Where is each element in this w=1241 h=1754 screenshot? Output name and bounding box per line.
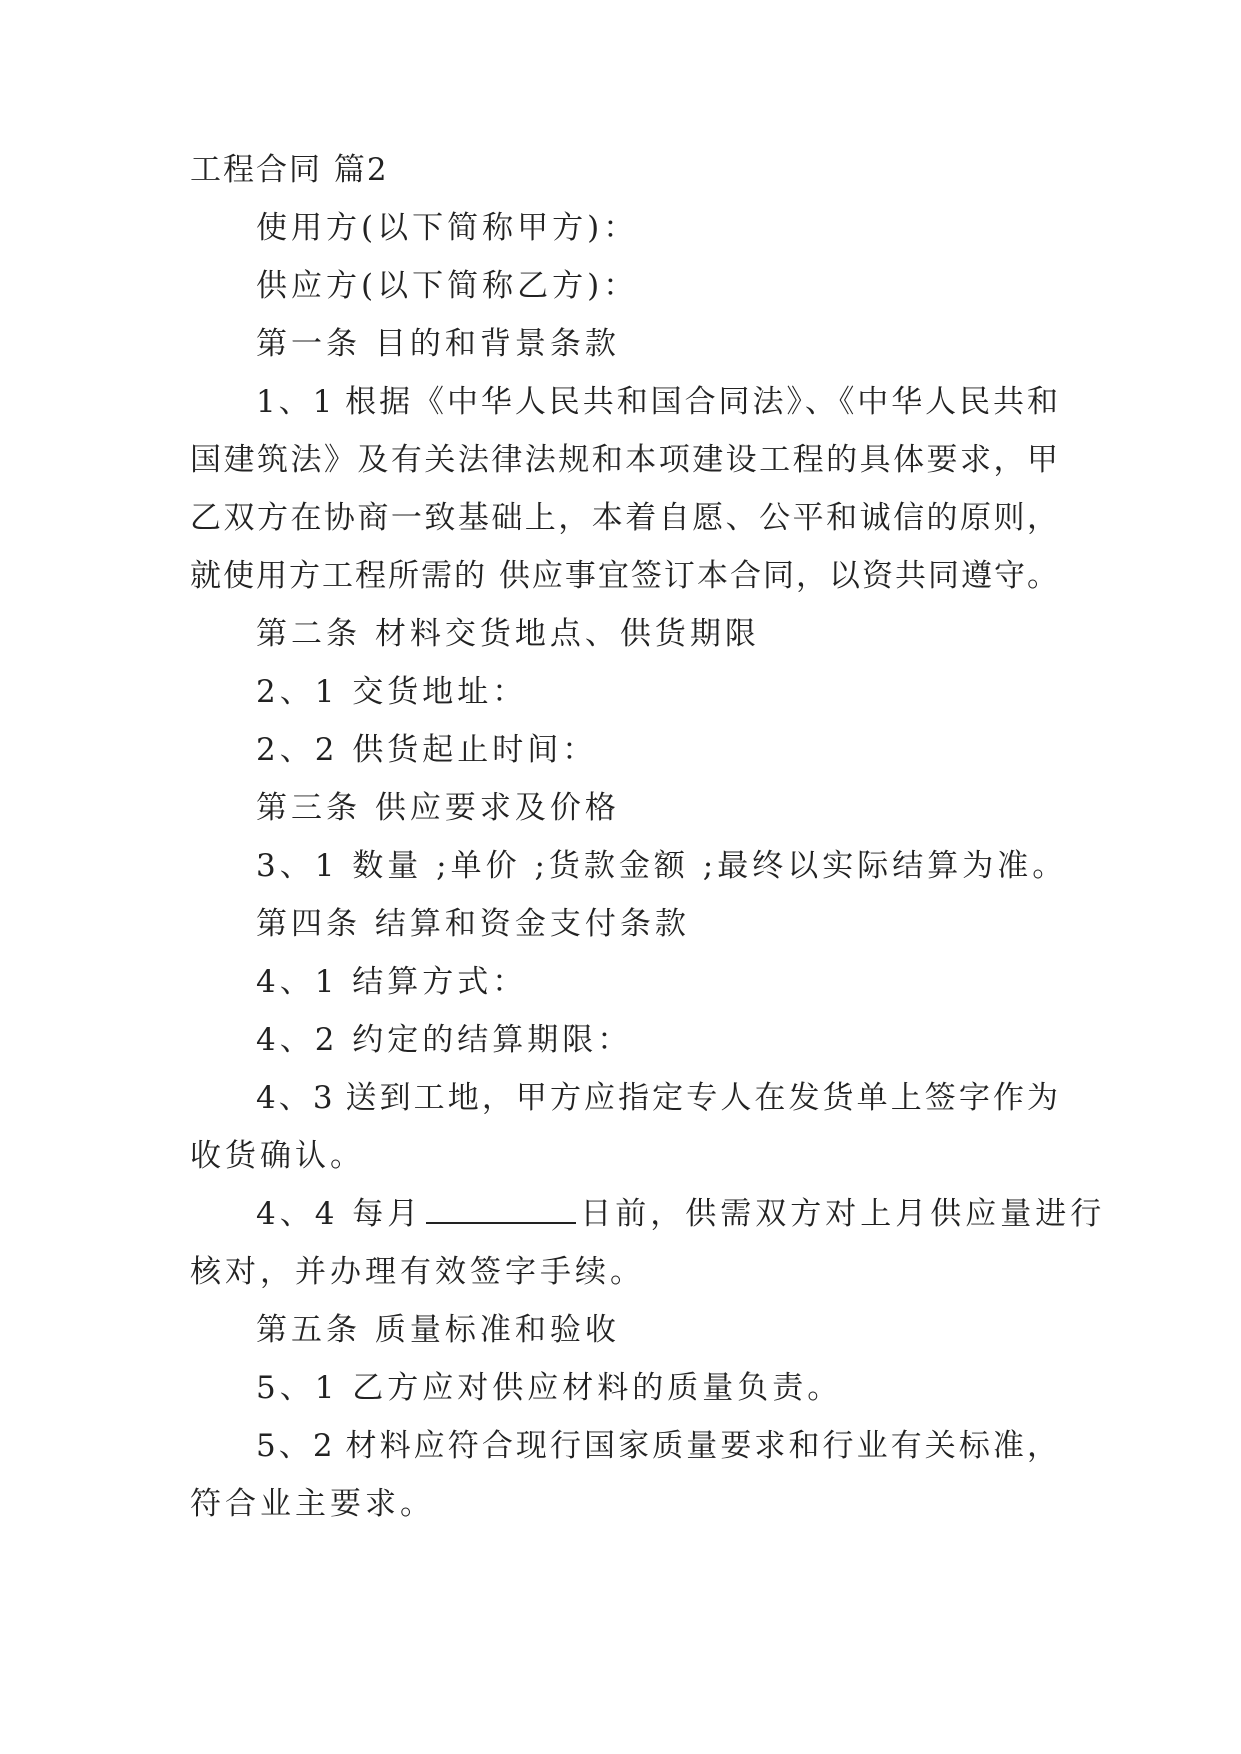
clause-3-1: 3、1 数量 ;单价 ;货款金额 ;最终以实际结算为准。 xyxy=(256,848,1068,884)
document-title: 工程合同 篇2 xyxy=(190,152,389,188)
clause-1-1-line-2: 国建筑法》及有关法律法规和本项建设工程的具体要求，甲 xyxy=(190,442,1058,478)
article-3-heading: 第三条 供应要求及价格 xyxy=(256,790,620,826)
clause-4-3-line-1: 4、3 送到工地，甲方应指定专人在发货单上签字作为 xyxy=(256,1080,1058,1116)
article-1-heading: 第一条 目的和背景条款 xyxy=(256,326,620,362)
clause-5-1: 5、1 乙方应对供应材料的质量负责。 xyxy=(256,1370,843,1406)
clause-4-4-line-1 xyxy=(256,1194,1105,1234)
party-a-label: 使用方(以下简称甲方)： xyxy=(256,210,639,246)
fill-in-blank xyxy=(426,1196,576,1224)
clause-4-3-line-2: 收货确认。 xyxy=(190,1138,365,1174)
clause-4-4-suffix: 日前，供需双方对上月供应量进行 xyxy=(580,1196,1106,1232)
clause-5-2-line-2: 符合业主要求。 xyxy=(190,1486,435,1522)
article-5-heading: 第五条 质量标准和验收 xyxy=(256,1312,620,1348)
clause-5-2-line-1: 5、2 材料应符合现行国家质量要求和行业有关标准， xyxy=(256,1428,1058,1464)
clause-2-1: 2、1 交货地址： xyxy=(256,674,528,710)
clause-4-4-line-2: 核对，并办理有效签字手续。 xyxy=(190,1254,645,1290)
clause-1-1-line-3: 乙双方在协商一致基础上，本着自愿、公平和诚信的原则， xyxy=(190,500,1058,536)
clause-4-1: 4、1 结算方式： xyxy=(256,964,528,1000)
article-4-heading: 第四条 结算和资金支付条款 xyxy=(256,906,690,942)
party-b-label: 供应方(以下简称乙方)： xyxy=(256,268,639,304)
clause-1-1-line-1: 1、1 根据《中华人民共和国合同法》、《中华人民共和 xyxy=(256,384,1058,420)
clause-1-1-line-4: 就使用方工程所需的 供应事宜签订本合同，以资共同遵守。 xyxy=(190,558,1058,594)
article-2-heading: 第二条 材料交货地点、供货期限 xyxy=(256,616,760,652)
clause-4-4-prefix: 4、4 每月 xyxy=(256,1196,423,1232)
clause-4-2: 4、2 约定的结算期限： xyxy=(256,1022,633,1058)
clause-2-2: 2、2 供货起止时间： xyxy=(256,732,598,768)
